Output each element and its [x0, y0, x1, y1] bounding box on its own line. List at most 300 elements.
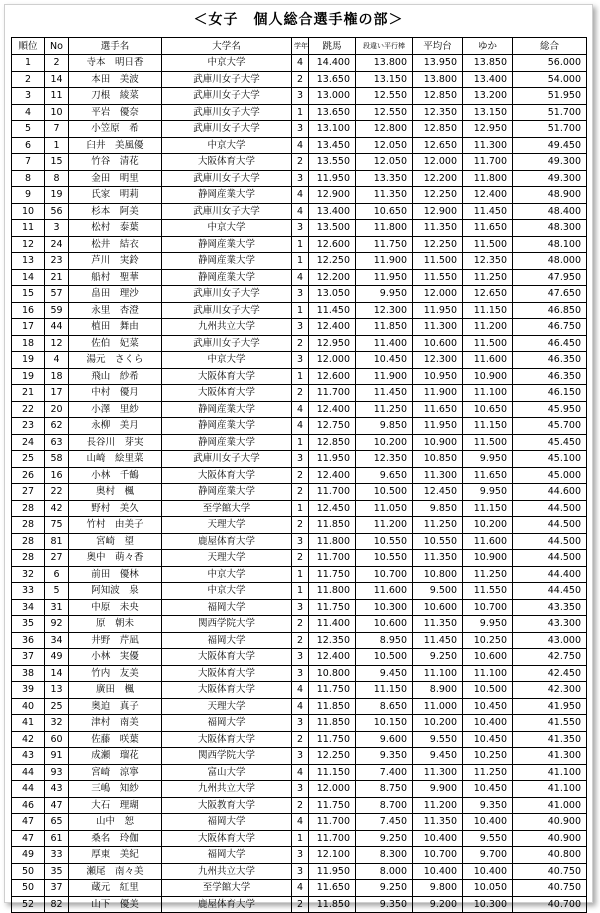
cell-beam: 13.950 — [413, 55, 463, 72]
cell-athlete: 刀根 綾菜 — [69, 88, 162, 105]
cell-total: 44.600 — [513, 484, 587, 501]
cell-athlete: 津村 南美 — [69, 715, 162, 732]
cell-athlete: 山下 優美 — [69, 896, 162, 913]
cell-floor: 11.150 — [463, 500, 513, 517]
cell-beam: 12.250 — [413, 236, 463, 253]
cell-beam: 9.800 — [413, 880, 463, 897]
cell-beam: 9.450 — [413, 748, 463, 765]
cell-beam: 9.550 — [413, 731, 463, 748]
cell-athlete: 芦川 実鈴 — [69, 253, 162, 270]
cell-athlete: 厚東 美紀 — [69, 847, 162, 864]
cell-total: 41.100 — [513, 764, 587, 781]
cell-uneven-bars: 12.300 — [356, 302, 413, 319]
cell-beam: 12.850 — [413, 121, 463, 138]
cell-grade: 3 — [292, 220, 309, 237]
cell-uneven-bars: 11.800 — [356, 220, 413, 237]
cell-total: 43.000 — [513, 632, 587, 649]
cell-university: 大阪体育大学 — [162, 368, 292, 385]
cell-grade: 2 — [292, 385, 309, 402]
cell-vault: 12.900 — [309, 187, 356, 204]
cell-grade: 1 — [292, 500, 309, 517]
table-row — [12, 434, 587, 451]
cell-vault: 11.750 — [309, 797, 356, 814]
cell-grade: 2 — [292, 335, 309, 352]
cell-no: 17 — [45, 385, 69, 402]
cell-no: 63 — [45, 434, 69, 451]
cell-floor: 10.450 — [463, 698, 513, 715]
table-row — [12, 665, 587, 682]
cell-grade: 3 — [292, 599, 309, 616]
header-no: No — [45, 38, 69, 55]
cell-grade: 4 — [292, 764, 309, 781]
cell-vault: 11.700 — [309, 814, 356, 831]
cell-grade: 3 — [292, 715, 309, 732]
cell-uneven-bars: 11.050 — [356, 500, 413, 517]
cell-uneven-bars: 9.350 — [356, 748, 413, 765]
cell-total: 49.300 — [513, 154, 587, 171]
cell-athlete: 奥中 萌々香 — [69, 550, 162, 567]
cell-vault: 11.450 — [309, 302, 356, 319]
cell-beam: 10.600 — [413, 599, 463, 616]
cell-athlete: 臼井 美風優 — [69, 137, 162, 154]
cell-no: 20 — [45, 401, 69, 418]
cell-floor: 11.150 — [463, 302, 513, 319]
cell-no: 81 — [45, 533, 69, 550]
cell-university: 武庫川女子大学 — [162, 286, 292, 303]
cell-athlete: 奥村 楓 — [69, 484, 162, 501]
cell-university: 大阪体育大学 — [162, 649, 292, 666]
cell-athlete: 山中 恕 — [69, 814, 162, 831]
cell-floor: 10.900 — [463, 550, 513, 567]
cell-total: 41.000 — [513, 797, 587, 814]
table-row — [12, 616, 587, 633]
cell-uneven-bars: 10.500 — [356, 649, 413, 666]
cell-rank: 49 — [12, 847, 45, 864]
cell-athlete: 氏家 明莉 — [69, 187, 162, 204]
cell-vault: 12.950 — [309, 335, 356, 352]
cell-floor: 10.650 — [463, 401, 513, 418]
cell-vault: 11.700 — [309, 385, 356, 402]
cell-uneven-bars: 10.550 — [356, 550, 413, 567]
cell-athlete: 桑名 玲伽 — [69, 830, 162, 847]
cell-no: 49 — [45, 649, 69, 666]
cell-uneven-bars: 11.950 — [356, 269, 413, 286]
cell-grade: 4 — [292, 814, 309, 831]
cell-uneven-bars: 11.200 — [356, 517, 413, 534]
cell-vault: 13.650 — [309, 71, 356, 88]
cell-floor: 11.600 — [463, 533, 513, 550]
cell-athlete: 佐伯 妃菜 — [69, 335, 162, 352]
cell-athlete: 阿知波 泉 — [69, 583, 162, 600]
cell-no: 42 — [45, 500, 69, 517]
cell-uneven-bars: 11.250 — [356, 401, 413, 418]
cell-rank: 46 — [12, 797, 45, 814]
cell-vault: 13.500 — [309, 220, 356, 237]
cell-university: 武庫川女子大学 — [162, 302, 292, 319]
cell-beam: 11.350 — [413, 220, 463, 237]
cell-university: 九州共立大学 — [162, 781, 292, 798]
cell-university: 福岡大学 — [162, 632, 292, 649]
cell-total: 48.100 — [513, 236, 587, 253]
table-row — [12, 170, 587, 187]
cell-beam: 10.950 — [413, 368, 463, 385]
cell-total: 45.000 — [513, 467, 587, 484]
cell-athlete: 永柳 美月 — [69, 418, 162, 435]
table-row — [12, 847, 587, 864]
table-row — [12, 286, 587, 303]
cell-floor: 10.900 — [463, 368, 513, 385]
cell-total: 46.850 — [513, 302, 587, 319]
cell-vault: 12.600 — [309, 368, 356, 385]
cell-university: 静岡産業大学 — [162, 418, 292, 435]
cell-grade: 4 — [292, 418, 309, 435]
cell-vault: 13.650 — [309, 104, 356, 121]
cell-athlete: 永里 杏澄 — [69, 302, 162, 319]
cell-floor: 11.500 — [463, 236, 513, 253]
cell-beam: 11.300 — [413, 764, 463, 781]
cell-rank: 47 — [12, 830, 45, 847]
cell-floor: 9.950 — [463, 484, 513, 501]
cell-university: 富山大学 — [162, 764, 292, 781]
cell-floor: 11.800 — [463, 170, 513, 187]
cell-vault: 11.750 — [309, 682, 356, 699]
cell-university: 武庫川女子大学 — [162, 71, 292, 88]
cell-no: 58 — [45, 451, 69, 468]
table-row — [12, 698, 587, 715]
cell-floor: 10.400 — [463, 814, 513, 831]
cell-no: 19 — [45, 187, 69, 204]
cell-vault: 13.050 — [309, 286, 356, 303]
cell-no: 25 — [45, 698, 69, 715]
cell-no: 56 — [45, 203, 69, 220]
cell-uneven-bars: 10.600 — [356, 616, 413, 633]
cell-university: 大阪体育大学 — [162, 682, 292, 699]
cell-total: 51.700 — [513, 121, 587, 138]
cell-athlete: 成瀬 瑠花 — [69, 748, 162, 765]
cell-uneven-bars: 9.250 — [356, 830, 413, 847]
header-athlete: 選手名 — [69, 38, 162, 55]
cell-uneven-bars: 10.500 — [356, 484, 413, 501]
cell-floor: 11.100 — [463, 665, 513, 682]
cell-grade: 3 — [292, 649, 309, 666]
cell-rank: 44 — [12, 764, 45, 781]
cell-uneven-bars: 9.250 — [356, 880, 413, 897]
cell-rank: 3 — [12, 88, 45, 105]
cell-beam: 12.850 — [413, 88, 463, 105]
cell-athlete: 湯元 さくら — [69, 352, 162, 369]
cell-rank: 19 — [12, 352, 45, 369]
table-row — [12, 319, 587, 336]
cell-vault: 11.850 — [309, 698, 356, 715]
cell-grade: 1 — [292, 302, 309, 319]
cell-vault: 11.700 — [309, 830, 356, 847]
cell-uneven-bars: 12.800 — [356, 121, 413, 138]
cell-grade: 3 — [292, 352, 309, 369]
cell-grade: 2 — [292, 154, 309, 171]
cell-no: 10 — [45, 104, 69, 121]
cell-uneven-bars: 8.950 — [356, 632, 413, 649]
cell-uneven-bars: 11.400 — [356, 335, 413, 352]
cell-rank: 38 — [12, 665, 45, 682]
cell-floor: 11.700 — [463, 154, 513, 171]
cell-uneven-bars: 13.150 — [356, 71, 413, 88]
cell-university: 鹿屋体育大学 — [162, 896, 292, 913]
cell-floor: 11.250 — [463, 764, 513, 781]
cell-beam: 12.000 — [413, 154, 463, 171]
cell-athlete: 大石 理瑚 — [69, 797, 162, 814]
cell-total: 51.950 — [513, 88, 587, 105]
cell-total: 46.350 — [513, 368, 587, 385]
cell-rank: 42 — [12, 731, 45, 748]
cell-grade: 2 — [292, 616, 309, 633]
cell-uneven-bars: 9.850 — [356, 418, 413, 435]
cell-university: 静岡産業大学 — [162, 253, 292, 270]
table-row — [12, 71, 587, 88]
cell-total: 46.750 — [513, 319, 587, 336]
cell-grade: 1 — [292, 583, 309, 600]
cell-university: 大阪教育大学 — [162, 797, 292, 814]
cell-grade: 1 — [292, 236, 309, 253]
cell-university: 天理大学 — [162, 550, 292, 567]
cell-floor: 11.500 — [463, 434, 513, 451]
cell-no: 62 — [45, 418, 69, 435]
cell-uneven-bars: 11.900 — [356, 253, 413, 270]
cell-no: 23 — [45, 253, 69, 270]
cell-vault: 11.700 — [309, 484, 356, 501]
cell-grade: 3 — [292, 847, 309, 864]
cell-total: 48.400 — [513, 203, 587, 220]
cell-uneven-bars: 11.350 — [356, 187, 413, 204]
cell-grade: 1 — [292, 253, 309, 270]
cell-no: 82 — [45, 896, 69, 913]
cell-no: 15 — [45, 154, 69, 171]
cell-floor: 9.950 — [463, 616, 513, 633]
cell-beam: 11.550 — [413, 269, 463, 286]
cell-grade: 3 — [292, 781, 309, 798]
table-row — [12, 517, 587, 534]
cell-no: 43 — [45, 781, 69, 798]
cell-university: 静岡産業大学 — [162, 236, 292, 253]
cell-university: 中京大学 — [162, 137, 292, 154]
cell-floor: 10.500 — [463, 682, 513, 699]
cell-beam: 11.350 — [413, 616, 463, 633]
table-row — [12, 550, 587, 567]
cell-floor: 11.650 — [463, 220, 513, 237]
cell-beam: 11.650 — [413, 401, 463, 418]
cell-uneven-bars: 11.150 — [356, 682, 413, 699]
cell-floor: 13.400 — [463, 71, 513, 88]
cell-athlete: 平岩 優奈 — [69, 104, 162, 121]
cell-vault: 12.250 — [309, 748, 356, 765]
cell-floor: 11.200 — [463, 319, 513, 336]
cell-uneven-bars: 9.950 — [356, 286, 413, 303]
cell-uneven-bars: 10.300 — [356, 599, 413, 616]
table-row — [12, 682, 587, 699]
cell-no: 59 — [45, 302, 69, 319]
cell-university: 大阪体育大学 — [162, 154, 292, 171]
cell-grade: 4 — [292, 203, 309, 220]
cell-total: 49.300 — [513, 170, 587, 187]
cell-floor: 9.700 — [463, 847, 513, 864]
cell-vault: 12.200 — [309, 269, 356, 286]
cell-rank: 33 — [12, 583, 45, 600]
cell-vault: 11.150 — [309, 764, 356, 781]
table-row — [12, 566, 587, 583]
cell-beam: 10.800 — [413, 566, 463, 583]
table-row — [12, 797, 587, 814]
table-row — [12, 154, 587, 171]
cell-beam: 11.500 — [413, 253, 463, 270]
cell-vault: 12.350 — [309, 632, 356, 649]
cell-university: 中京大学 — [162, 583, 292, 600]
cell-no: 34 — [45, 632, 69, 649]
cell-athlete: 山崎 絵里菜 — [69, 451, 162, 468]
header-beam: 平均台 — [413, 38, 463, 55]
cell-total: 44.500 — [513, 517, 587, 534]
cell-floor: 11.450 — [463, 203, 513, 220]
cell-beam: 10.400 — [413, 863, 463, 880]
table-row — [12, 896, 587, 913]
cell-uneven-bars: 10.550 — [356, 533, 413, 550]
cell-total: 49.450 — [513, 137, 587, 154]
cell-beam: 12.900 — [413, 203, 463, 220]
cell-university: 武庫川女子大学 — [162, 203, 292, 220]
table-row — [12, 451, 587, 468]
cell-athlete: 井野 芹凪 — [69, 632, 162, 649]
cell-rank: 21 — [12, 385, 45, 402]
cell-university: 九州共立大学 — [162, 319, 292, 336]
cell-no: 2 — [45, 55, 69, 72]
cell-no: 44 — [45, 319, 69, 336]
cell-grade: 4 — [292, 682, 309, 699]
cell-grade: 4 — [292, 187, 309, 204]
table-row — [12, 880, 587, 897]
cell-university: 関西学院大学 — [162, 616, 292, 633]
cell-no: 22 — [45, 484, 69, 501]
cell-rank: 17 — [12, 319, 45, 336]
cell-no: 14 — [45, 665, 69, 682]
cell-university: 大阪体育大学 — [162, 665, 292, 682]
cell-total: 42.450 — [513, 665, 587, 682]
cell-floor: 10.400 — [463, 715, 513, 732]
cell-no: 57 — [45, 286, 69, 303]
cell-floor: 10.400 — [463, 863, 513, 880]
table-row — [12, 55, 587, 72]
cell-university: 静岡産業大学 — [162, 434, 292, 451]
cell-rank: 27 — [12, 484, 45, 501]
cell-university: 武庫川女子大学 — [162, 104, 292, 121]
cell-athlete: 小林 実優 — [69, 649, 162, 666]
cell-rank: 5 — [12, 121, 45, 138]
table-row — [12, 203, 587, 220]
cell-total: 41.350 — [513, 731, 587, 748]
cell-rank: 8 — [12, 170, 45, 187]
cell-uneven-bars: 8.700 — [356, 797, 413, 814]
cell-beam: 12.650 — [413, 137, 463, 154]
cell-athlete: 飛山 紗希 — [69, 368, 162, 385]
table-row — [12, 385, 587, 402]
cell-beam: 9.500 — [413, 583, 463, 600]
cell-rank: 35 — [12, 616, 45, 633]
cell-total: 44.500 — [513, 533, 587, 550]
cell-grade: 3 — [292, 863, 309, 880]
cell-beam: 10.850 — [413, 451, 463, 468]
cell-grade: 4 — [292, 880, 309, 897]
cell-vault: 11.950 — [309, 451, 356, 468]
cell-floor: 13.200 — [463, 88, 513, 105]
table-row — [12, 187, 587, 204]
cell-athlete: 松村 泰葉 — [69, 220, 162, 237]
table-row — [12, 236, 587, 253]
cell-university: 福岡大学 — [162, 599, 292, 616]
cell-vault: 12.400 — [309, 467, 356, 484]
cell-vault: 13.550 — [309, 154, 356, 171]
cell-floor: 11.100 — [463, 385, 513, 402]
cell-rank: 22 — [12, 401, 45, 418]
cell-athlete: 小笠原 希 — [69, 121, 162, 138]
cell-no: 31 — [45, 599, 69, 616]
cell-no: 6 — [45, 566, 69, 583]
table-row — [12, 484, 587, 501]
table-body — [12, 55, 587, 913]
cell-grade: 1 — [292, 830, 309, 847]
cell-athlete: 竹内 友美 — [69, 665, 162, 682]
cell-uneven-bars: 9.650 — [356, 467, 413, 484]
cell-uneven-bars: 8.300 — [356, 847, 413, 864]
cell-total: 44.500 — [513, 500, 587, 517]
cell-vault: 12.000 — [309, 781, 356, 798]
table-row — [12, 137, 587, 154]
cell-rank: 36 — [12, 632, 45, 649]
cell-athlete: 船村 聖華 — [69, 269, 162, 286]
cell-rank: 39 — [12, 682, 45, 699]
cell-total: 40.800 — [513, 847, 587, 864]
cell-rank: 28 — [12, 533, 45, 550]
cell-uneven-bars: 12.550 — [356, 88, 413, 105]
cell-total: 44.450 — [513, 583, 587, 600]
cell-total: 45.700 — [513, 418, 587, 435]
cell-total: 51.700 — [513, 104, 587, 121]
cell-athlete: 蔵元 紅里 — [69, 880, 162, 897]
cell-floor: 9.350 — [463, 797, 513, 814]
cell-floor: 10.600 — [463, 649, 513, 666]
table-row — [12, 269, 587, 286]
table-row — [12, 863, 587, 880]
table-row — [12, 731, 587, 748]
cell-beam: 11.350 — [413, 550, 463, 567]
cell-athlete: 植田 舞由 — [69, 319, 162, 336]
cell-vault: 12.000 — [309, 352, 356, 369]
cell-grade: 3 — [292, 121, 309, 138]
cell-rank: 43 — [12, 748, 45, 765]
cell-grade: 2 — [292, 896, 309, 913]
cell-floor: 10.250 — [463, 632, 513, 649]
cell-floor: 10.050 — [463, 880, 513, 897]
cell-beam: 11.450 — [413, 632, 463, 649]
table-row — [12, 781, 587, 798]
cell-beam: 9.250 — [413, 649, 463, 666]
cell-vault: 13.000 — [309, 88, 356, 105]
cell-grade: 3 — [292, 319, 309, 336]
cell-no: 21 — [45, 269, 69, 286]
cell-vault: 12.400 — [309, 319, 356, 336]
cell-vault: 12.400 — [309, 649, 356, 666]
cell-no: 11 — [45, 88, 69, 105]
table-row — [12, 220, 587, 237]
cell-rank: 19 — [12, 368, 45, 385]
cell-no: 35 — [45, 863, 69, 880]
cell-uneven-bars: 8.650 — [356, 698, 413, 715]
